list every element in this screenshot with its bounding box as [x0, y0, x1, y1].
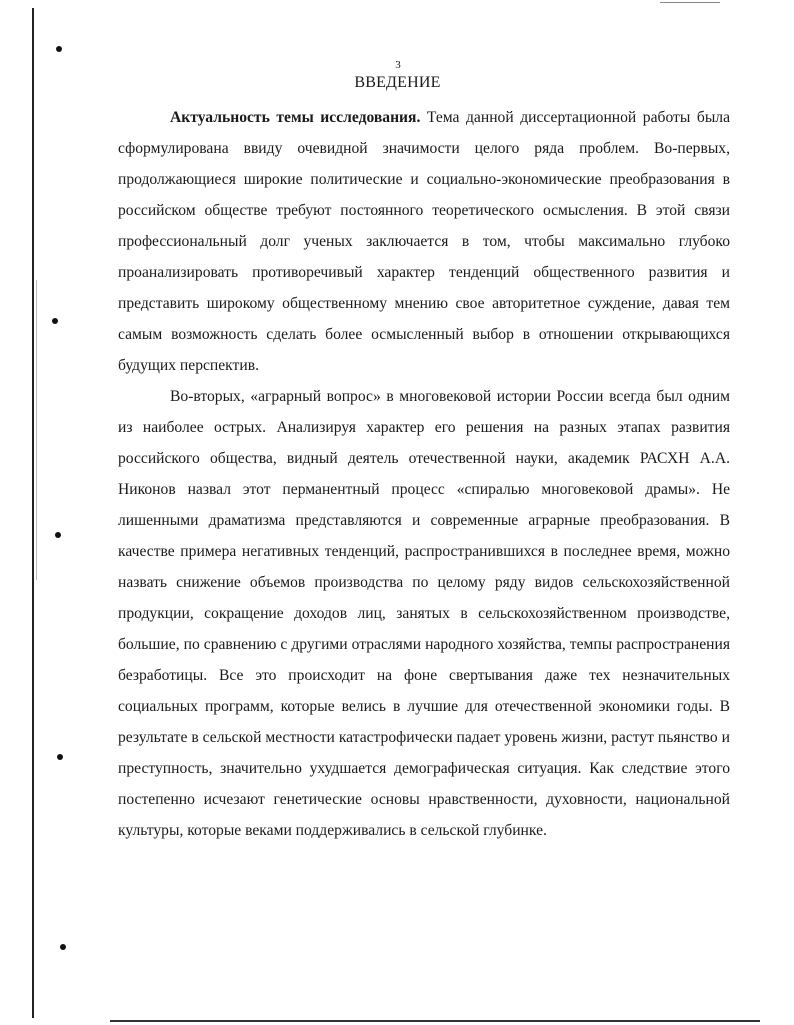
- scan-border-left-faint: [36, 280, 37, 580]
- paragraph: [118, 102, 730, 381]
- paragraph-text: Тема данной диссертационной работы была сформулирована ввиду очевидной значимости целого ряда проблем. Во-первых, продолжающиеся широкие политические и социально-экономические преобразования в российском обществе требуют постоянного теоретического осмысления. В этой связи профессиональный долг ученых заключается в том, чтобы максимально глубоко проанализировать противоречивый характер тенденций общественного развития и представить широкому общественному мнению свое авторитетное суждение, давая тем самым возможность сделать более осмысленный выбор в отношении открывающихся будущих перспектив.: [118, 109, 730, 374]
- page-title: ВВЕДЕНИЕ: [354, 74, 441, 91]
- paragraph: [118, 381, 730, 846]
- punch-hole-mark: [55, 532, 61, 538]
- paragraph-lead: Актуальность темы исследования.: [170, 109, 421, 126]
- page-number: 3: [395, 59, 401, 71]
- punch-hole-mark: [57, 754, 63, 760]
- punch-hole-mark: [56, 46, 62, 52]
- scan-border-bottom: [110, 1020, 760, 1022]
- scan-border-top: [660, 2, 720, 3]
- body-text: [118, 102, 730, 846]
- paragraph-text: Во-вторых, «аграрный вопрос» в многовековой истории России всегда был одним из наиболее острых. Анализируя характер его решения на разных этапах развития российского общества, видный деятель отечественной науки, академик РАСХН А.А. Никонов назвал этот перманентный процесс «спиралью многовековой драмы». Не лишенными драматизма представляются и современные аграрные преобразования. В качестве примера негативных тенденций, распространившихся в последнее время, можно назвать снижение объемов производства по целому ряду видов сельскохозяйственной продукции, сокращение доходов лиц, занятых в сельскохозяйственном производстве, большие, по сравнению с другими отраслями народного хозяйства, темпы распространения безработицы. Все это происходит на фоне свертывания даже тех незначительных социальных программ, которые велись в лучшие для отечественной экономики годы. В результате в сельской местности катастрофически падает уровень жизни, растут пьянство и преступность, значительно ухудшается демографическая ситуация. Как следствие этого постепенно исчезают генетические основы нравственности, духовности, национальной культуры, которые веками поддерживались в сельской глубинке.: [118, 388, 730, 839]
- scan-border-left: [32, 8, 34, 1018]
- punch-hole-mark: [52, 318, 58, 324]
- punch-hole-mark: [60, 944, 66, 950]
